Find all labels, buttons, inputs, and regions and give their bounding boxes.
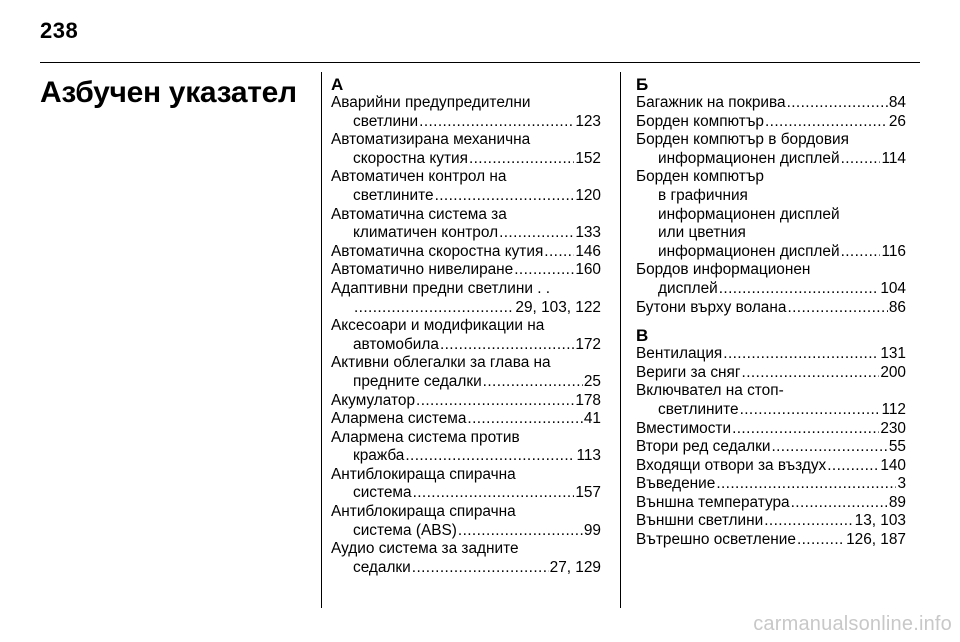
leader-dots: [544, 243, 574, 262]
entry-leader-line: [331, 113, 601, 132]
index-entry: [636, 94, 906, 113]
index-entry: [331, 540, 601, 577]
page-reference: 157: [575, 484, 601, 502]
leader-dots: [435, 187, 575, 206]
entry-text: Автоматичен контрол на: [331, 168, 507, 186]
page-reference: 126, 187: [846, 531, 906, 549]
entry-text: Включвател на стоп-: [636, 382, 784, 400]
entry-text: Автоматична система за: [331, 205, 507, 223]
entry-text: Бутони върху волана: [636, 298, 787, 316]
leader-dots: [716, 475, 896, 494]
leader-dots: [440, 336, 574, 355]
page-number: 238: [40, 18, 79, 43]
entry-text: автомобила: [353, 335, 439, 353]
leader-dots: [483, 373, 583, 392]
index-entry: [331, 429, 601, 466]
page-reference: 27, 129: [549, 558, 601, 576]
page-reference: 3: [897, 475, 906, 493]
page-reference: 29, 103, 122: [515, 298, 601, 316]
entry-text: Въведение: [636, 475, 716, 493]
index-entry: [331, 503, 601, 540]
watermark: carmanualsonline.info: [753, 613, 952, 635]
entry-text: Автоматизирана механична: [331, 131, 531, 149]
index-entry: [331, 168, 601, 205]
index-entry: [636, 420, 906, 439]
index-column-1: [331, 76, 601, 577]
leader-dots: [791, 494, 888, 513]
index-entry: [331, 261, 601, 280]
entry-text: Борден компютър: [636, 168, 764, 186]
column-divider-right: [620, 72, 621, 608]
entry-leader-line: [636, 420, 906, 439]
entry-leader-line: [636, 345, 906, 364]
entry-leader-line: [331, 150, 601, 169]
entry-leader-line: [636, 531, 906, 550]
entry-text: кражба: [353, 447, 405, 465]
page-reference: 120: [575, 186, 601, 204]
page-reference: 146: [575, 242, 601, 260]
leader-dots: [458, 522, 583, 541]
entry-text: скоростна кутия: [353, 149, 468, 167]
index-entry: [331, 131, 601, 168]
entry-leader-line: [636, 150, 906, 169]
entry-text: Антиблокираща спирачна: [331, 465, 516, 483]
entry-text: светлините: [658, 400, 739, 418]
entry-text: Аксесоари и модификации на: [331, 317, 545, 335]
entry-leader-line: [636, 113, 906, 132]
entry-text: Втори ред седалки: [636, 438, 771, 456]
entry-leader-line: [636, 243, 906, 262]
entry-text: Външна температура: [636, 493, 790, 511]
page-reference: 133: [575, 224, 601, 242]
entry-text: Автоматично нивелиране: [331, 261, 514, 279]
entry-leader-line: [331, 243, 601, 262]
entry-leader-line: [331, 373, 601, 392]
entry-leader-line: [331, 447, 601, 466]
page-reference: 178: [575, 391, 601, 409]
index-entry: [636, 261, 906, 298]
leader-dots: [723, 345, 879, 364]
entry-leader-line: [331, 299, 601, 318]
index-entry: [636, 457, 906, 476]
index-column-2: [636, 76, 906, 550]
index-entry: [636, 299, 906, 318]
section-letter: Б: [636, 75, 649, 94]
entry-text: предните седалки: [353, 372, 482, 390]
leader-dots: [405, 447, 575, 466]
index-entry: [331, 280, 601, 317]
index-entry: [636, 475, 906, 494]
page-reference: 25: [583, 372, 601, 390]
leader-dots: [740, 401, 881, 420]
entry-leader-line: [331, 261, 601, 280]
index-entry: [331, 243, 601, 262]
page-reference: 113: [576, 447, 601, 465]
entry-text: Вътрешно осветление: [636, 531, 796, 549]
index-entry: [331, 317, 601, 354]
page-reference: 26: [888, 112, 906, 130]
page-reference: 86: [888, 298, 906, 316]
leader-dots: [827, 457, 879, 476]
entry-text: или цветния: [658, 224, 746, 242]
entry-text: Борден компютър: [636, 112, 764, 130]
entry-text: Външни светлини: [636, 512, 764, 530]
entry-text: Входящи отвори за въздух: [636, 456, 827, 474]
leader-dots: [416, 392, 574, 411]
entry-text: Вентилация: [636, 345, 723, 363]
leader-dots: [841, 243, 881, 262]
page-reference: 89: [888, 493, 906, 511]
index-entry: [636, 113, 906, 132]
header-rule: [40, 62, 920, 63]
leader-dots: [797, 531, 845, 550]
page-reference: 112: [881, 400, 906, 418]
entry-text: информационен дисплей: [658, 205, 840, 223]
page-reference: 13, 103: [854, 512, 906, 530]
index-entry: [331, 354, 601, 391]
entry-leader-line: [331, 224, 601, 243]
leader-dots: [787, 299, 887, 318]
index-entry: [331, 206, 601, 243]
entry-leader-line: [636, 364, 906, 383]
column-divider-left: [321, 72, 322, 608]
index-entry: [331, 410, 601, 429]
index-entry: [331, 94, 601, 131]
entry-leader-line: [636, 438, 906, 457]
entry-text: Аварийни предупредителни: [331, 94, 531, 111]
entry-leader-line: [636, 475, 906, 494]
index-entry: [331, 392, 601, 411]
entry-text: Алармена система: [331, 410, 467, 428]
entry-text: светлини: [353, 112, 419, 130]
page-reference: 160: [575, 261, 601, 279]
entry-text: Бордов информационен: [636, 261, 811, 279]
page-reference: 152: [575, 149, 601, 167]
entry-leader-line: [331, 484, 601, 503]
page-reference: 230: [880, 419, 906, 437]
page-reference: 41: [583, 410, 601, 428]
leader-dots: [765, 113, 888, 132]
entry-text: информационен дисплей: [658, 149, 840, 167]
entry-text: система: [353, 484, 412, 502]
page-reference: 114: [881, 149, 906, 167]
entry-text: Багажник на покрива: [636, 94, 786, 111]
entry-text: Акумулатор: [331, 391, 416, 409]
entry-leader-line: [331, 336, 601, 355]
entry-leader-line: [636, 512, 906, 531]
entry-text: Алармена система против: [331, 428, 520, 446]
index-entry: [636, 131, 906, 168]
index-entry: [636, 364, 906, 383]
entry-text: информационен дисплей: [658, 242, 840, 260]
index-entry: [636, 494, 906, 513]
entry-text: Борден компютър в бордовия: [636, 131, 849, 149]
leader-dots: [719, 280, 880, 299]
page-reference: 140: [880, 456, 906, 474]
leader-dots: [499, 224, 574, 243]
leader-dots: [771, 438, 887, 457]
page-reference: 116: [881, 242, 906, 260]
leader-dots: [732, 420, 879, 439]
entry-text: Адаптивни предни светлини . .: [331, 279, 551, 297]
entry-leader-line: [331, 559, 601, 578]
index-entry: [636, 438, 906, 457]
entry-leader-line: [331, 392, 601, 411]
index-entry: [636, 345, 906, 364]
leader-dots: [469, 150, 574, 169]
section-letter: В: [636, 326, 649, 346]
entry-text: в графичния: [658, 186, 748, 204]
leader-dots: [841, 150, 881, 169]
entry-leader-line: [636, 457, 906, 476]
entry-text: Автоматична скоростна кутия: [331, 242, 544, 260]
entry-text: система (ABS): [353, 521, 457, 539]
entry-text: дисплей: [658, 279, 718, 297]
entry-text: Вериги за сняг: [636, 363, 741, 381]
page-reference: 172: [575, 335, 601, 353]
entry-leader-line: [331, 410, 601, 429]
entry-leader-line: [636, 280, 906, 299]
index-entry: [636, 512, 906, 531]
page-reference: 84: [888, 94, 906, 111]
leader-dots: [419, 113, 574, 132]
leader-dots: [354, 299, 514, 318]
page-reference: 104: [880, 279, 906, 297]
section-letter: А: [331, 75, 344, 94]
entry-leader-line: [636, 401, 906, 420]
leader-dots: [764, 512, 853, 531]
entry-text: Антиблокираща спирачна: [331, 503, 516, 521]
page-reference: 99: [583, 521, 601, 539]
leader-dots: [467, 410, 582, 429]
page-reference: 200: [880, 363, 906, 381]
index-title: Азбучен указател: [40, 76, 297, 109]
entry-leader-line: [636, 494, 906, 513]
entry-text: климатичен контрол: [353, 224, 499, 242]
entry-text: светлините: [353, 186, 434, 204]
leader-dots: [514, 261, 574, 280]
index-entry: [636, 382, 906, 419]
page-reference: 55: [888, 438, 906, 456]
index-entry: [331, 466, 601, 503]
entry-leader-line: [331, 522, 601, 541]
entry-leader-line: [331, 187, 601, 206]
page-reference: 131: [880, 345, 906, 363]
leader-dots: [787, 94, 888, 113]
entry-leader-line: [636, 299, 906, 318]
entry-text: Активни облегалки за глава на: [331, 354, 551, 372]
page-reference: 123: [575, 112, 601, 130]
leader-dots: [413, 484, 575, 503]
index-entry: [636, 531, 906, 550]
entry-text: седалки: [353, 558, 411, 576]
index-entry: [636, 168, 906, 261]
leader-dots: [742, 364, 880, 383]
entry-text: Вместимости: [636, 419, 732, 437]
entry-text: Аудио система за задните: [331, 540, 519, 558]
entry-leader-line: [636, 94, 906, 113]
leader-dots: [412, 559, 549, 578]
